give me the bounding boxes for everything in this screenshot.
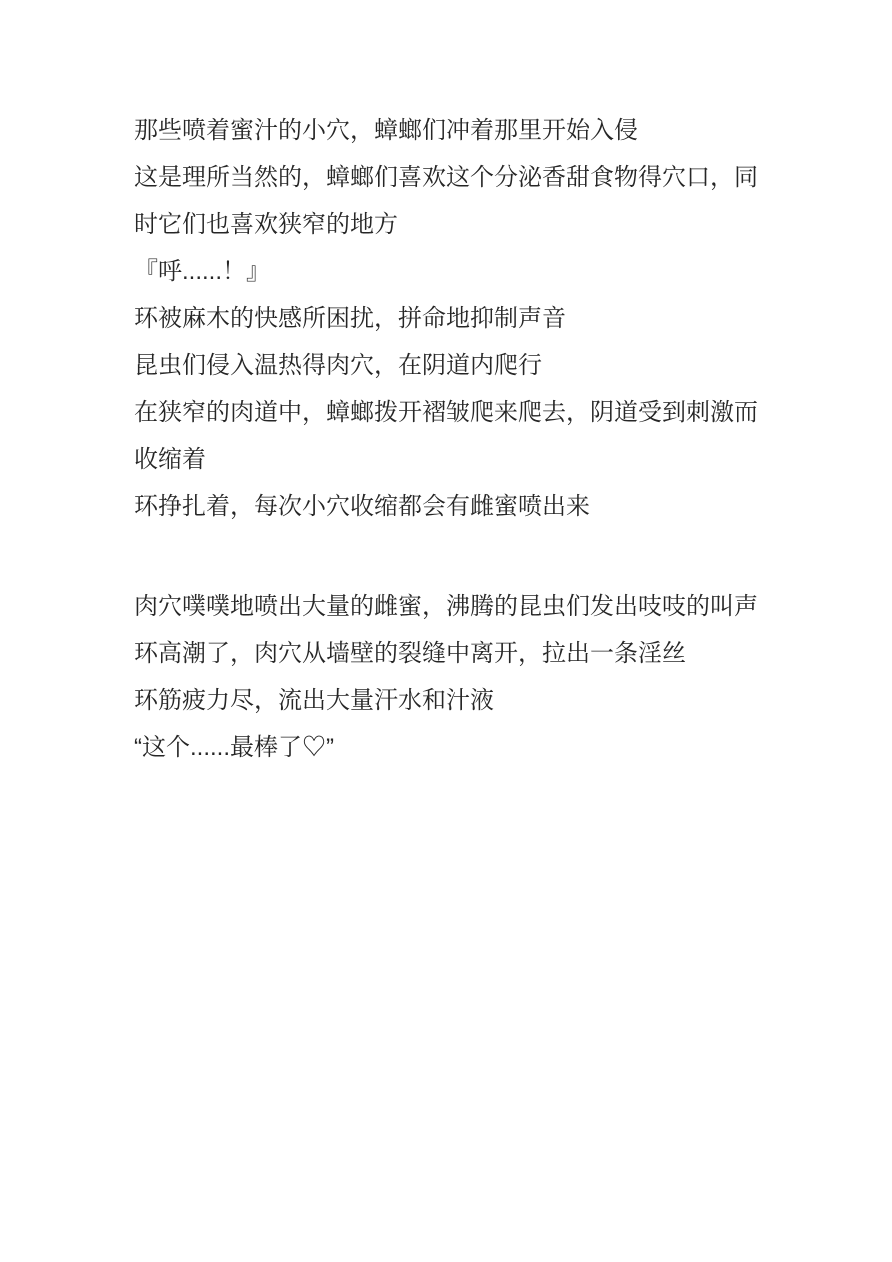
text-line: 昆虫们侵入温热得肉穴，在阴道内爬行 [134, 352, 542, 379]
text-line: “这个......最棒了♡” [134, 734, 334, 761]
novel-text-page [134, 107, 774, 771]
text-line: 『呼......！』 [134, 258, 271, 285]
text-line: 那些喷着蜜汁的小穴，蟑螂们冲着那里开始入侵 [134, 117, 638, 144]
text-line: 环高潮了，肉穴从墙壁的裂缝中离开，拉出一条淫丝 [134, 640, 686, 667]
text-line: 这是理所当然的，蟑螂们喜欢这个分泌香甜食物得穴口，同时它们也喜欢狭窄的地方 [134, 164, 758, 238]
text-line: 肉穴噗噗地喷出大量的雌蜜，沸腾的昆虫们发出吱吱的叫声 [134, 593, 758, 620]
text-line: 在狭窄的肉道中，蟑螂拨开褶皱爬来爬去，阴道受到刺激而收缩着 [134, 399, 758, 473]
text-line [134, 530, 774, 583]
text-line: 环被麻木的快感所困扰，拼命地抑制声音 [134, 305, 566, 332]
text-line: 环筋疲力尽，流出大量汗水和汁液 [134, 687, 494, 714]
text-line: 环挣扎着，每次小穴收缩都会有雌蜜喷出来 [134, 493, 590, 520]
